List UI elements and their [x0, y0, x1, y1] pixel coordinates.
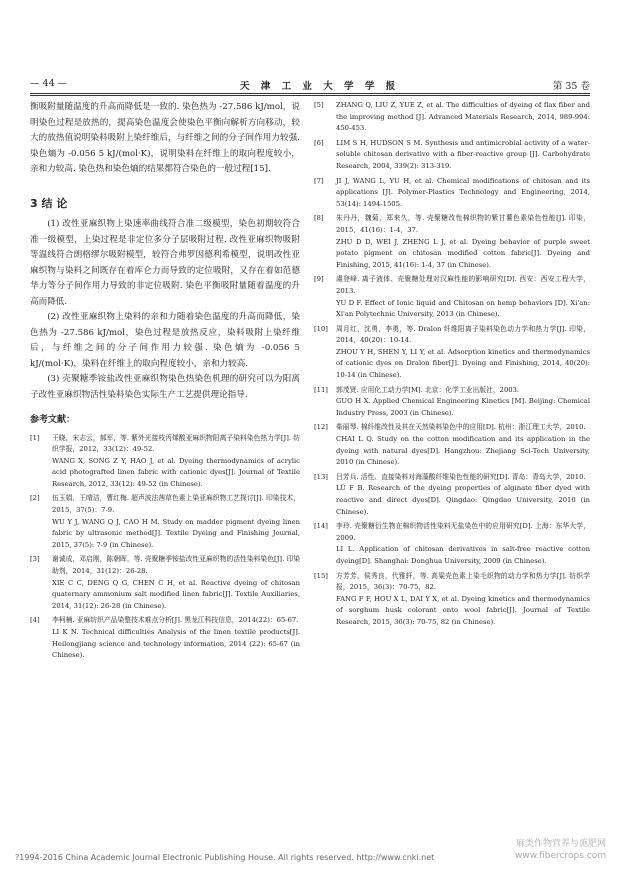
reference-line: 王晓，宋志云，郝军，等. 紫外光接枝丙烯酸亚麻织物阳离子染料染色热力学[J]. 纺织学报，2012，33(12)：49-52. — [52, 433, 300, 454]
reference-number: [6] — [314, 138, 324, 147]
watermark-url: www.fibercrops.com — [515, 851, 606, 861]
reference-number: [7] — [314, 176, 324, 185]
reference-line: WU Y J, WANG Q J, CAO H M. Study on madder pigment dyeing linen fabric by ultrasonic method[J]. Textile Dyeing and Finishing Journal, 2015, 37(5): 7-9 (in Chinese). — [52, 517, 300, 549]
intro-paragraph: 衡吸附量随温度的升高而降低是一致的. 染色热为 -27.586 kJ/mol，说明染色过程是放热的，提高染色温度会使染色平衡向解析方向移动，较大的放热值说明染料吸附上染纤维后，与纤维之间的分子间作用力较强. 染色熵为 -0.056 5 kJ/(mol·K)，说明染料在纤维上的取向程度较小，亲和力较高. 染色热和染色熵的结果都符合染色的一般过程[15]. — [30, 102, 300, 174]
reference-line: ZHANG Q, LIU Z, YUE Z, et al. The difficulties of dyeing of flax fiber and the improving method [J]. Advanced Materials Research, 2014, 989-994: 450-453. — [336, 101, 590, 133]
reference-item — [314, 274, 590, 320]
reference-text — [336, 100, 590, 135]
reference-text — [336, 472, 590, 518]
reference-number: [4] — [30, 616, 40, 625]
reference-number: [14] — [314, 522, 328, 531]
reference-line: LÜ F B. Research of the dyeing properties of alginate fiber dyed with reactive and direct dyes[D]. Qingdao: Qingdao University, 2010 (in Chinese). — [336, 484, 590, 516]
reference-text — [52, 493, 300, 551]
references-list-left — [30, 433, 300, 662]
reference-number: [12] — [314, 423, 328, 432]
reference-item — [30, 433, 300, 491]
reference-number: [1] — [30, 433, 40, 442]
reference-line: 郭茂贤. 应用化工动力学[M]. 北京：化学工业出版社，2003. — [336, 385, 520, 394]
reference-line: 吕芳兵. 活性、直接染料对海藻酸纤维染色性能的研究[D]. 青岛：青岛大学，2010. — [336, 472, 586, 481]
reference-item — [314, 138, 590, 173]
references-title: 参考文献： — [30, 415, 76, 425]
reference-line: 李玲. 壳聚糖衍生物在棉织物活性染料无盐染色中的应用研究[D]. 上海：东华大学，2009. — [336, 522, 590, 542]
reference-line: 周月红，沈勇，李勇，等. Dralon 纤维阳离子染料染色动力学和热力学[J]. 印染，2014，40(20)：10-14. — [336, 324, 590, 345]
reference-line: XIE C C, DENG Q G, CHEN C H, et al. Reactive dyeing of chitosan quaternary ammonium salt modified linen fabric[J]. Textile Auxiliaries, 2014, 31(12): 26-28 (in Chinese). — [52, 578, 300, 610]
reference-item — [314, 100, 590, 135]
reference-text — [336, 138, 590, 173]
reference-line: 方芳芳，侯秀良，代雅轩，等. 高粱壳色素上染毛织物的动力学和热力学[J]. 纺织学报，2015，36(3)：70-75，82. — [336, 571, 590, 592]
copyright-footer: ?1994-2016 China Academic Journal Electronic Publishing House. All rights reserved. http://www.cnki.net — [15, 853, 435, 862]
watermark-site-name: 麻类作物营养与施肥网 — [515, 839, 606, 849]
reference-text — [52, 433, 300, 491]
conclusion-2: (2) 改性亚麻织物上染料的亲和力随着染色温度的升高而降低，染色热为 -27.586 kJ/mol，染色过程是放热反应，染料吸附上染纤维后，与纤维之间的分子间作用力较强. 染色熵为 -0.056 5 kJ/(mol·K)，染料在纤维上的取向程度较小，亲和力较高. — [30, 312, 300, 369]
reference-text — [336, 176, 590, 211]
reference-line: 李柯楠. 亚麻纺织产品染整技术难点分析[J]. 黑龙江科技信息，2014(22)：65-67. — [52, 616, 299, 625]
reference-number: [10] — [314, 324, 328, 333]
journal-title: 天 津 工 业 大 学 学 报 — [240, 81, 400, 92]
reference-item — [314, 472, 590, 518]
reference-line: LI K N. Technical difficulties Analysis of the linen textile products[J]. Heilongjiang science and technology information, 2014 (22): 65-67 (in Chinese). — [52, 628, 300, 660]
volume-label: 第 35 卷 — [552, 81, 590, 92]
reference-line: LI L. Application of chitosan derivatives in salt-free reactive cotton dyeing[D]. Shanghai: Donghua University, 2009 (in Chinese). — [336, 545, 590, 565]
reference-number: [3] — [30, 555, 40, 564]
left-column — [30, 100, 300, 665]
reference-text — [336, 571, 590, 629]
reference-item — [314, 324, 590, 382]
reference-item — [30, 493, 300, 551]
reference-text — [336, 213, 590, 271]
reference-line: LIM S H, HUDSON S M. Synthesis and antimicrobial activity of a water-soluble chitosan derivative with a fiber-reactive group [J]. Carbohydrate Research, 2004, 339(2): 313-319. — [336, 138, 590, 170]
running-header — [30, 76, 590, 94]
reference-number: [15] — [314, 571, 328, 580]
reference-number: [11] — [314, 385, 328, 394]
reference-item — [314, 385, 590, 420]
reference-item — [314, 213, 590, 271]
reference-text — [336, 324, 590, 382]
reference-line: 谢诚成，邓启刚，陈朝晖，等. 壳聚糖季铵盐改性亚麻织物的活性染料染色[J]. 印染助剂，2014，31(12)：26-28. — [52, 555, 300, 576]
reference-number: [13] — [314, 472, 328, 481]
conclusion-1: (1) 改性亚麻织物上染速率曲线符合准二级模型，染色初期较符合准一级模型，上染过程是非定位多分子层吸附过程. 改性亚麻织物吸附等温线符合朗格缪尔吸附模型，较符合弗罗因德利希模型，说明改性亚麻织物与染料之间既存在着库仑力而导致的定位吸附，又存在着如范德华力等分子间作用力导致的非定位吸附. 染色平衡吸附量随着温度的升高而降低. — [30, 219, 300, 307]
header-rule-thin — [30, 95, 590, 96]
reference-number: [8] — [314, 214, 324, 223]
page-number: — 44 — — [30, 78, 68, 89]
conclusion-3: (3) 壳聚糖季铵盐改性亚麻织物染色热染色机理的研究可以为阳离子改性亚麻织物活性染料染色实际生产工艺提供理论指导. — [30, 374, 300, 400]
section-title: 3 结 论 — [30, 196, 68, 210]
reference-item — [314, 176, 590, 211]
reference-line: JI J, WANG L, YU H, et al. Chemical modifications of chitosan and its applications [J]. Polymer-Plastics Technology and Engineering, 2014, 53(14): 1494-1505. — [336, 176, 590, 208]
reference-item — [314, 422, 590, 468]
right-column — [314, 100, 590, 632]
reference-line: YU D F. Effect of Ionic liquid and Chitosan on hemp behaviors [D]. Xi'an: Xi'an Polytechnic University, 2013 (in Chinese). — [336, 298, 590, 319]
reference-number: [2] — [30, 494, 40, 503]
reference-line: CHAI L Q. Study on the cotton modification and its application in the dyeing with natural dyes[D]. Hangzhou: Zhejiang Sci-Tech University, 2010 (in Chinese). — [336, 435, 590, 467]
reference-item — [314, 521, 590, 567]
reference-line: FANG F F, HOU X L, DAI Y X, et al. Dyeing kinetics and thermodynamics of sorghum husk colorant onto wool fabric[J]. Journal of Textile Research, 2015, 36(3): 70-75, 82 (in Chinese). — [336, 594, 590, 626]
reference-line: WANG X, SONG Z Y, HAO J, et al. Dyeing thermodynamics of acrylic acid photografted linen fabric with cationic dyes[J]. Journal of Textile Research, 2012, 33(12): 49-52 (in Chinese). — [52, 456, 300, 488]
reference-item — [30, 554, 300, 612]
references-list-right — [314, 100, 590, 629]
reference-number: [9] — [314, 275, 324, 284]
header-rule — [30, 93, 590, 94]
reference-text — [336, 274, 590, 320]
reference-number: [5] — [314, 101, 324, 109]
reference-line: ZHU D D, WEI J, ZHENG L J, et al. Dyeing behavior of purple sweet potato pigment on chitosan modified cotton fabric[J]. Dyeing and Finishing, 2015, 41(16): 1-4, 37 (in Chinese). — [336, 237, 590, 269]
reference-item — [314, 571, 590, 629]
reference-text — [336, 521, 590, 567]
reference-line: 伍玉娟，王晴洁，曹红梅. 超声波法茜草色素上染亚麻织物工艺探讨[J]. 印染技术，2015，37(5)：7-9. — [52, 494, 300, 515]
reference-line: ZHOU Y H, SHEN Y, LI Y, et al. Adsorption kinetics and thermodynamics of cationic dyes on Dralon fiber[J]. Dyeing and Finishing, 2014, 40(20): 10-14 (in Chinese). — [336, 347, 590, 380]
reference-line: 柴丽琴. 棉纤维改性及其在天然染料染色中的应用[D]. 杭州：浙江理工大学，2010. — [336, 423, 586, 432]
reference-text — [336, 422, 590, 468]
reference-text — [52, 554, 300, 612]
reference-line: 虞登峰. 离子液体、壳聚糖处理对汉麻性能的影响研究[D]. 西安：西安工程大学，2013. — [336, 275, 590, 295]
reference-text — [52, 615, 300, 661]
reference-line: GUO H X. Applied Chemical Engineering Kinetics [M]. Beijing: Chemical Industry Press, 2003 (in Chinese). — [336, 397, 590, 417]
reference-item — [30, 615, 300, 661]
reference-line: 朱丹丹，魏菊，郑来久，等. 壳聚糖改性棉织物的紫甘薯色素染色性能[J]. 印染，2015，41(16)：1-4，37. — [336, 214, 590, 234]
reference-text — [336, 385, 590, 420]
